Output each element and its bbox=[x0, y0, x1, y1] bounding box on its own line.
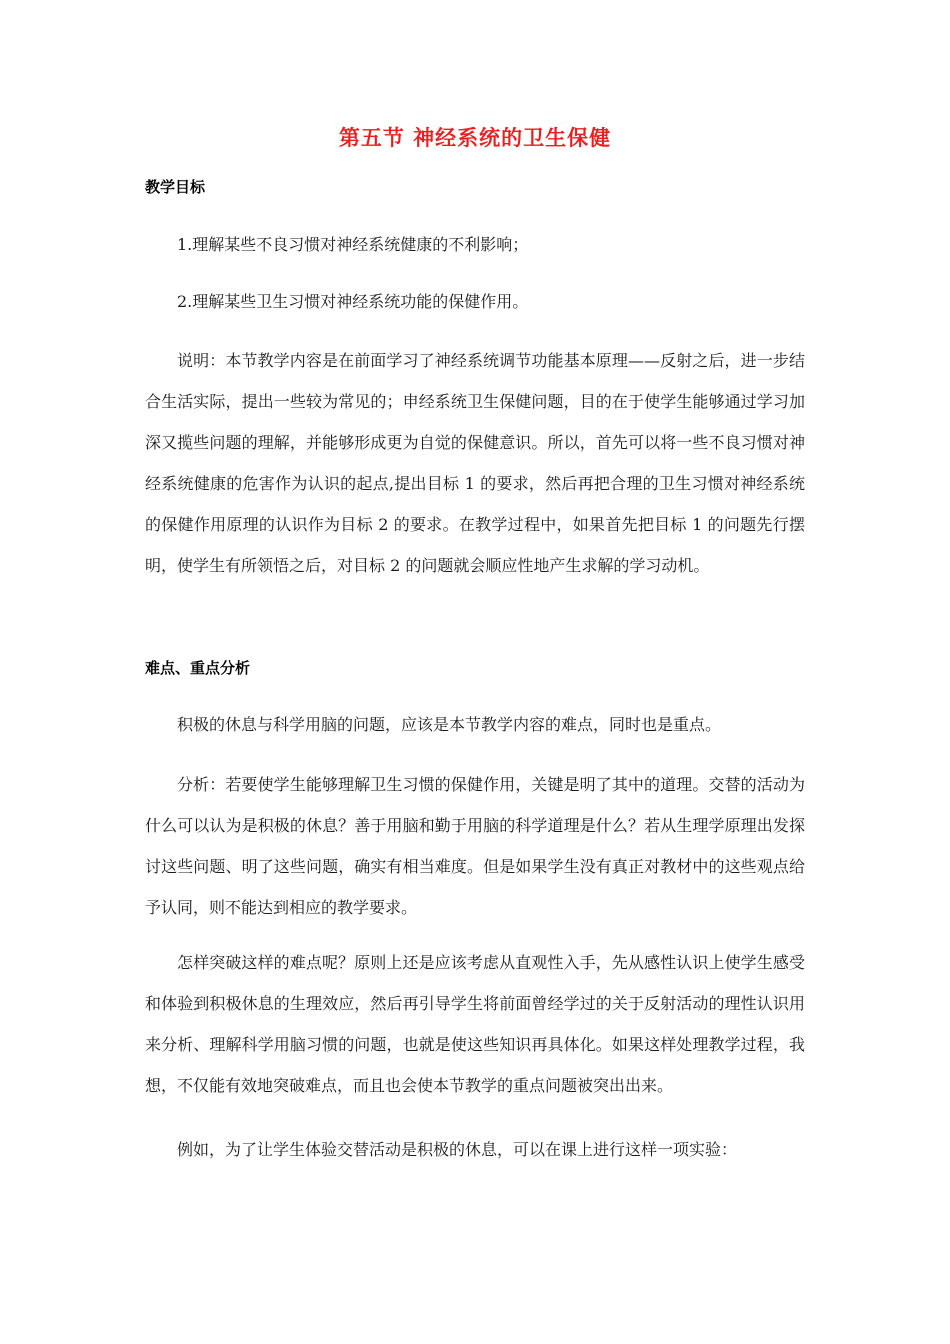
page-title: 第五节 神经系统的卫生保健 bbox=[338, 126, 612, 150]
goal-item-1: 1.理解某些不良习惯对神经系统健康的不利影响； bbox=[177, 235, 529, 254]
goal-item-2: 2.理解某些卫生习惯对神经系统功能的保健作用。 bbox=[177, 292, 529, 311]
explanation-paragraph: 说明：本节教学内容是在前面学习了神经系统调节功能基本原理——反射之后，进一步结合生活实际，提出一些较为常见的；申经系统卫生保健问题，目的在于使学生能够通过学习加深又揽些问题的理解，并能够形成更为自觉的保健意识。所以，首先可以将一些不良习惯对神经系统健康的危害作为认识的起点,提出目标 1 的要求，然后再把合理的卫生习惯对神经系统的保健作用原理的认识作为目标 2 的要求。在教学过程中，如果首先把目标 1 的问题先行摆明，使学生有所领悟之后，对目标 2 的问题就会顺应性地产生求解的学习动机。 bbox=[145, 351, 805, 575]
section-heading-teaching-goals: 教学目标 bbox=[145, 178, 206, 196]
breakthrough-paragraph: 怎样突破这样的难点呢？原则上还是应该考虑从直观性入手，先从感性认识上使学生感受和体验到积极休息的生理效应，然后再引导学生将前面曾经学过的关于反射活动的理性认识用来分析、理解科学用脑习惯的问题，也就是使这些知识再具体化。如果这样处理教学过程，我想，不仅能有效地突破难点，而且也会使本节教学的重点问题被突出出来。 bbox=[145, 953, 805, 1095]
analysis-paragraph: 分析：若要使学生能够理解卫生习惯的保健作用，关键是明了其中的道理。交替的活动为什么可以认为是积极的休息？善于用脑和勤于用脑的科学道理是什么？若从生理学原理出发探讨这些问题、明了这些问题，确实有相当难度。但是如果学生没有真正对教材中的这些观点给予认同，则不能达到相应的教学要求。 bbox=[145, 775, 805, 917]
difficulty-paragraph: 积极的休息与科学用脑的问题，应该是本节教学内容的难点，同时也是重点。 bbox=[177, 715, 722, 734]
section-heading-difficulty-analysis: 难点、重点分析 bbox=[145, 659, 251, 677]
example-paragraph: 例如，为了让学生体验交替活动是积极的休息，可以在课上进行这样一项实验： bbox=[177, 1140, 738, 1159]
